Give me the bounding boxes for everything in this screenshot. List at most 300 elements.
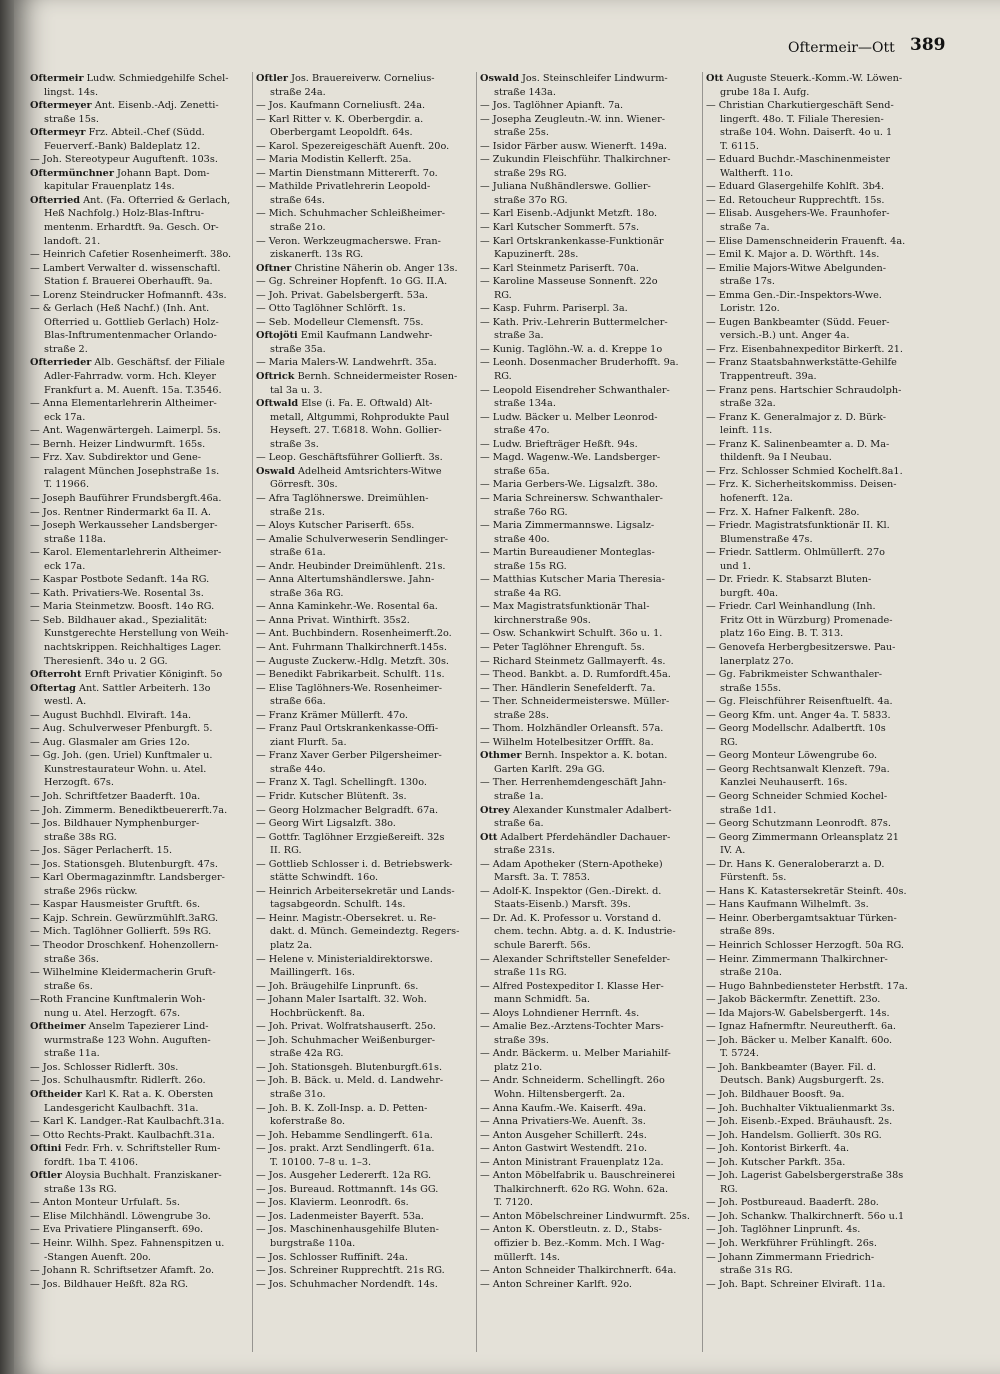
directory-line: — Aug. Glasmaler am Gries 12o. bbox=[30, 736, 190, 748]
directory-line: — Emil K. Major a. D. Wörthft. 14s. bbox=[706, 249, 880, 261]
directory-line: — Franz X. Tagl. Schellingft. 130o. bbox=[256, 777, 427, 789]
directory-line: Heyseft. 27. T.6818. Wohn. Gollier- bbox=[270, 425, 442, 437]
directory-line: — Leonh. Dosenmacher Bruderhofft. 9a. bbox=[480, 357, 679, 369]
directory-line: mann Schmidft. 5a. bbox=[494, 994, 590, 1006]
directory-line: — Anton Möbelschreiner Lindwurmft. 25s. bbox=[480, 1210, 690, 1222]
directory-line: schule Barerft. 56s. bbox=[494, 940, 591, 951]
directory-line: westl. A. bbox=[44, 696, 87, 708]
directory-line: — Gg. Schreiner Hopfenft. 1o GG. II.A. bbox=[256, 276, 448, 288]
directory-line: — Jos. Stationsgeh. Blutenburgft. 47s. bbox=[30, 858, 218, 870]
directory-line: — Lambert Verwalter d. wissenschaftl. bbox=[30, 262, 221, 274]
directory-line: tagsabgeordn. Schulft. 14s. bbox=[270, 899, 406, 911]
directory-line: — Joh. Schuhmacher Weißenburger- bbox=[256, 1034, 436, 1046]
directory-line: — Frz. Schlosser Schmied Kochelft.8a1. bbox=[706, 465, 903, 477]
surname-heading: Oftini bbox=[30, 1143, 62, 1155]
directory-line: straße 21o. bbox=[270, 222, 326, 234]
directory-line: — Amalie Schulverweserin Sendlinger- bbox=[256, 533, 449, 545]
directory-line: — Joh. Kontorist Birkerft. 4a. bbox=[706, 1143, 850, 1155]
directory-line: eck 17a. bbox=[44, 560, 86, 572]
directory-line: T. 7120. bbox=[494, 1197, 533, 1209]
directory-line: — Anton Monteur Urfulaft. 5s. bbox=[30, 1197, 180, 1209]
directory-line: — Eduard Buchdr.-Maschinenmeister bbox=[706, 154, 890, 166]
directory-line: — Leop. Geschäftsführer Gollierft. 3s. bbox=[256, 452, 443, 464]
surname-heading: Oftwald bbox=[256, 398, 299, 410]
directory-line: Garten Karlft. 29a GG. bbox=[494, 763, 605, 775]
directory-line: lingerft. 48o. T. Filiale Theresien- bbox=[720, 113, 884, 125]
surname-heading: Oswald bbox=[480, 73, 519, 84]
directory-line: — Jos. Kaufmann Corneliusft. 24a. bbox=[256, 100, 426, 112]
directory-line: — Ant. Fuhrmann Thalkirchnerft.145s. bbox=[256, 641, 447, 653]
directory-line: — Kaspar Hausmeister Gruftft. 6s. bbox=[30, 899, 201, 911]
directory-line: fordft. 1ba T. 4106. bbox=[44, 1156, 139, 1168]
directory-line: platz 16o Eing. B. T. 313. bbox=[720, 628, 844, 640]
directory-column-3 bbox=[480, 72, 708, 1352]
directory-line: — Jos. Bildhauer Heßft. 82a RG. bbox=[30, 1278, 189, 1290]
directory-line: straße 17s. bbox=[720, 276, 775, 288]
directory-line: — Mich. Schuhmacher Schleißheimer- bbox=[256, 208, 446, 220]
directory-line: — Ignaz Hafnermftr. Neureutherft. 6a. bbox=[706, 1021, 896, 1033]
directory-line: — Joh. Privat. Gabelsbergerft. 53a. bbox=[256, 289, 428, 301]
directory-line: Oftermeir Ludw. Schmiedgehilfe Schel- bbox=[30, 73, 229, 84]
directory-line: — August Buchhdl. Elviraft. 14a. bbox=[30, 709, 192, 721]
directory-line: grube 18a I. Aufg. bbox=[720, 86, 810, 98]
directory-line: — & Gerlach (Heß Nachf.) (Inh. Ant. bbox=[30, 303, 210, 315]
directory-line: Ofterrieder Alb. Geschäftsf. der Filiale bbox=[30, 357, 225, 369]
directory-line: — Ludw. Briefträger Heßft. 94s. bbox=[480, 438, 638, 450]
directory-line: — Afra Taglöhnerswe. Dreimühlen- bbox=[256, 492, 429, 504]
directory-line: straße 3s. bbox=[270, 438, 319, 450]
surname-heading: Oftler bbox=[30, 1170, 63, 1182]
directory-line: — Anna Kaminkehr.-We. Rosental 6a. bbox=[256, 601, 438, 613]
directory-line: Oftini Fedr. Frh. v. Schriftsteller Rum- bbox=[30, 1143, 221, 1155]
directory-line: — Mathilde Privatlehrerin Leopold- bbox=[256, 181, 431, 193]
directory-line: — Genovefa Herbergbesitzerswe. Pau- bbox=[706, 641, 896, 653]
directory-line: straße 24a. bbox=[270, 86, 326, 98]
directory-line: — Georg Schutzmann Leonrodft. 87s. bbox=[706, 818, 891, 830]
directory-line: Oftrick Bernh. Schneidermeister Rosen- bbox=[256, 371, 458, 383]
directory-line: — Peter Taglöhner Ehrenguft. 5s. bbox=[480, 641, 645, 653]
directory-line: straße 47o. bbox=[494, 425, 550, 437]
directory-line: — Georg Monteur Löwengrube 6o. bbox=[706, 750, 878, 762]
directory-line: straße 37o RG. bbox=[494, 194, 568, 206]
directory-line: — Joseph Bauführer Frundsbergft.46a. bbox=[30, 492, 222, 504]
directory-line: stätte Schwindft. 16o. bbox=[270, 872, 379, 884]
directory-line: Oftertag Ant. Sattler Arbeiterh. 13o bbox=[30, 682, 211, 694]
directory-line: — Dr. Ad. K. Professor u. Vorstand d. bbox=[480, 912, 662, 924]
directory-line: — Kath. Privatiers-We. Rosental 3s. bbox=[30, 587, 204, 599]
directory-line: — Karl Obermagazinmftr. Landsberger- bbox=[30, 872, 225, 884]
directory-line: Oftheider Karl K. Rat a. K. Obersten bbox=[30, 1089, 214, 1101]
directory-line: — Karl Ritter v. K. Oberbergdir. a. bbox=[256, 113, 424, 125]
surname-heading: Ott bbox=[706, 73, 724, 84]
directory-line: — Karoline Masseuse Sonnenft. 22o bbox=[480, 276, 658, 288]
directory-line: — Anton Schneider Thalkirchnerft. 64a. bbox=[480, 1265, 677, 1277]
directory-line: — Ludw. Bäcker u. Melber Leonrod- bbox=[480, 411, 658, 423]
directory-line: Wohn. Hiltensbergerft. 2a. bbox=[494, 1089, 626, 1101]
directory-line: — Dr. Friedr. K. Stabsarzt Bluten- bbox=[706, 574, 872, 586]
page-number: 389 bbox=[910, 35, 946, 55]
directory-line: Oftler Jos. Brauereiverw. Cornelius- bbox=[256, 73, 435, 84]
directory-line: nung u. Atel. Herzogft. 67s. bbox=[44, 1007, 181, 1019]
directory-line: offizier b. Bez.-Komm. Mch. I Wag- bbox=[494, 1238, 665, 1250]
surname-heading: Oftojöti bbox=[256, 330, 298, 342]
directory-line: — Frz. X. Hafner Falkenft. 28o. bbox=[706, 506, 860, 518]
directory-line: -Stangen Auenft. 20o. bbox=[44, 1251, 151, 1263]
directory-line: — Anna Kaufm.-We. Kaiserft. 49a. bbox=[480, 1102, 647, 1114]
directory-line: — Karl Kutscher Sommerft. 57s. bbox=[480, 222, 640, 234]
directory-line: straße 11s RG. bbox=[494, 967, 567, 979]
directory-line: — Gg. Fabrikmeister Schwanthaler- bbox=[706, 669, 883, 681]
directory-line: Fritz Ott in Würzburg) Promenade- bbox=[720, 614, 893, 626]
surname-heading: Oftermeyr bbox=[30, 127, 86, 139]
directory-line: — Anton Ausgeher Schillerft. 24s. bbox=[480, 1129, 647, 1141]
directory-line: — Joh. Handelsm. Gollierft. 30s RG. bbox=[706, 1129, 882, 1141]
surname-heading: Oftermeyer bbox=[30, 100, 92, 112]
directory-line: straße 38s RG. bbox=[44, 831, 117, 843]
directory-line: —Roth Francine Kunftmalerin Woh- bbox=[30, 994, 206, 1006]
directory-line: — Andr. Schneiderm. Schellingft. 26o bbox=[480, 1075, 665, 1087]
directory-line: — Heinrich Cafetier Rosenheimerft. 38o. bbox=[30, 249, 232, 261]
directory-line: Oswald Adelheid Amtsrichters-Witwe bbox=[256, 465, 442, 477]
directory-line: — Georg Holzmacher Belgradft. 67a. bbox=[256, 804, 439, 816]
directory-line: — Franz Staatsbahnwerkstätte-Gehilfe bbox=[706, 357, 897, 369]
directory-line: straße 4a RG. bbox=[494, 587, 562, 599]
surname-heading: Otrey bbox=[480, 804, 510, 816]
directory-line: straße 6a. bbox=[494, 818, 544, 830]
directory-line: T. 5724. bbox=[720, 1048, 759, 1060]
directory-line: straße 36a RG. bbox=[270, 587, 344, 599]
directory-line: Kanzlei Neuhauserft. 16s. bbox=[720, 777, 848, 789]
directory-line: Oftheimer Anselm Tapezierer Lind- bbox=[30, 1021, 209, 1033]
directory-line: — Joh. Eisenb.-Exped. Bräuhausft. 2s. bbox=[706, 1116, 893, 1128]
column-divider bbox=[702, 72, 703, 1352]
directory-line: straße 25s. bbox=[494, 127, 549, 139]
directory-line: — Heinrich Arbeitersekretär und Lands- bbox=[256, 885, 455, 897]
surname-heading: Ott bbox=[480, 831, 498, 843]
surname-heading: Oftheider bbox=[30, 1089, 83, 1101]
directory-line: — Elise Taglöhners-We. Rosenheimer- bbox=[256, 682, 443, 694]
directory-line: Oftermeyr Frz. Abteil.-Chef (Südd. bbox=[30, 127, 205, 139]
directory-line: — Joh. Bräugehilfe Linprunft. 6s. bbox=[256, 980, 419, 992]
directory-line: — Georg Schneider Schmied Kochel- bbox=[706, 790, 888, 802]
directory-line: straße 231s. bbox=[494, 845, 556, 857]
directory-line: — Karol. Spezereigeschäft Auenft. 20o. bbox=[256, 140, 450, 152]
directory-line: thildenft. 9a I Neubau. bbox=[720, 452, 832, 464]
column-divider bbox=[476, 72, 477, 1352]
directory-line: — Jos. Schreiner Rupprechtft. 21s RG. bbox=[256, 1265, 445, 1277]
directory-line: — Otto Taglöhner Schlörft. 1s. bbox=[256, 303, 406, 315]
directory-line: Oberbergamt Leopoldft. 64s. bbox=[270, 127, 413, 139]
directory-line: — Aloys Kutscher Pariserft. 65s. bbox=[256, 520, 415, 532]
directory-line: — Joh. Bäcker u. Melber Kanalft. 60o. bbox=[706, 1034, 893, 1046]
directory-line: — Jos. prakt. Arzt Sendlingerft. 61a. bbox=[256, 1143, 435, 1155]
directory-line: — Bernh. Heizer Lindwurmft. 165s. bbox=[30, 438, 206, 450]
directory-line: Marsft. 3a. T. 7853. bbox=[494, 872, 590, 884]
directory-line: — Gottlieb Schlosser i. d. Betriebswerk- bbox=[256, 858, 453, 870]
directory-line: hofenerft. 12a. bbox=[720, 492, 793, 504]
directory-line: — Eugen Bankbeamter (Südd. Feuer- bbox=[706, 316, 890, 328]
directory-line: — Alfred Postexpeditor I. Klasse Her- bbox=[480, 980, 664, 992]
directory-column-2 bbox=[256, 72, 484, 1352]
directory-line: Staats-Eisenb.) Marsft. 39s. bbox=[494, 899, 631, 911]
directory-line: straße 210a. bbox=[720, 967, 782, 979]
directory-line: — Ant. Buchbindern. Rosenheimerft.2o. bbox=[256, 628, 452, 640]
directory-line: — Heinrich Schlosser Herzogft. 50a RG. bbox=[706, 940, 904, 951]
directory-line: — Eva Privatiere Plinganserft. 69o. bbox=[30, 1224, 204, 1236]
directory-line: straße 143a. bbox=[494, 86, 556, 98]
directory-line: — Joh. Taglöhner Linprunft. 4s. bbox=[706, 1224, 861, 1236]
directory-line: — Matthias Kutscher Maria Theresia- bbox=[480, 574, 665, 586]
directory-line: — Heinr. Zimmermann Thalkirchner- bbox=[706, 953, 888, 965]
directory-line: — Georg Zimmermann Orleansplatz 21 bbox=[706, 831, 899, 843]
directory-line: — Joh. Schankw. Thalkirchnerft. 56o u.1 bbox=[706, 1210, 905, 1222]
directory-line: platz 2a. bbox=[270, 940, 313, 951]
directory-line: straße 36s. bbox=[44, 953, 99, 965]
directory-line: Blumenstraße 47s. bbox=[720, 533, 813, 545]
directory-line: leinft. 11s. bbox=[720, 425, 773, 437]
directory-line: — Ther. Herrenhemdengeschäft Jahn- bbox=[480, 777, 666, 789]
directory-line: — Johann Maler Isartalft. 32. Woh. bbox=[256, 994, 427, 1006]
directory-line: — Georg Modellschr. Adalbertft. 10s bbox=[706, 723, 886, 735]
surname-heading: Ofterrieder bbox=[30, 357, 92, 369]
directory-line: dakt. d. Münch. Gemeindeztg. Regers- bbox=[270, 926, 460, 938]
directory-line: — Joh. Bildhauer Boosft. 9a. bbox=[706, 1089, 845, 1101]
directory-line: — Wilhelmine Kleidermacherin Gruft- bbox=[30, 967, 216, 979]
directory-line: kapitular Frauenplatz 14s. bbox=[44, 181, 175, 193]
directory-line: müllerft. 14s. bbox=[494, 1251, 561, 1263]
directory-line: straße 40o. bbox=[494, 533, 550, 545]
directory-line: — Juliana Nußhändlerswe. Gollier- bbox=[480, 181, 651, 193]
directory-line: Othmer Bernh. Inspektor a. K. botan. bbox=[480, 750, 668, 762]
directory-line: — Veron. Werkzeugmacherswe. Fran- bbox=[256, 235, 441, 247]
directory-line: — Jos. Klavierm. Leonrodft. 6s. bbox=[256, 1197, 409, 1209]
directory-line: RG. bbox=[494, 371, 512, 383]
directory-line: — Anna Elementarlehrerin Altheimer- bbox=[30, 398, 217, 410]
directory-line: — Jos. Schlosser Ruffinift. 24a. bbox=[256, 1251, 408, 1263]
directory-line: — Anna Privatiers-We. Auenft. 3s. bbox=[480, 1116, 646, 1128]
surname-heading: Oftheimer bbox=[30, 1021, 86, 1033]
directory-line: — Jos. Ausgeher Ledererft. 12a RG. bbox=[256, 1170, 432, 1182]
directory-line: Trappentreuft. 39a. bbox=[720, 371, 817, 383]
surname-heading: Othmer bbox=[480, 750, 522, 762]
directory-line: straße 15s RG. bbox=[494, 560, 567, 572]
directory-line: mentenm. Erhardtft. 9a. Gesch. Or- bbox=[44, 222, 219, 234]
directory-line: straße 2. bbox=[44, 343, 88, 355]
directory-line: straße 66a. bbox=[270, 696, 326, 708]
directory-line: — Anna Privat. Winthirft. 35s2. bbox=[256, 614, 410, 626]
directory-line: straße 61a. bbox=[270, 547, 326, 559]
directory-line: straße 118a. bbox=[44, 533, 106, 545]
directory-line: — Magd. Wagenw.-We. Landsberger- bbox=[480, 452, 661, 464]
directory-line: — Emma Gen.-Dir.-Inspektors-Wwe. bbox=[706, 289, 882, 301]
directory-line: Ofterried u. Gottlieb Gerlach) Holz- bbox=[44, 316, 219, 328]
directory-line: — Thom. Holzhändler Orleansft. 57a. bbox=[480, 723, 664, 735]
directory-line: — Ed. Retoucheur Rupprechtft. 15s. bbox=[706, 194, 885, 206]
directory-line: — Osw. Schankwirt Schulft. 36o u. 1. bbox=[480, 628, 663, 640]
page-header bbox=[788, 35, 946, 56]
directory-line: — Joh. Werkführer Frühlingft. 26s. bbox=[706, 1238, 877, 1250]
directory-line: — Johann R. Schriftsetzer Afamft. 2o. bbox=[30, 1265, 215, 1277]
directory-line: RG. bbox=[720, 1183, 738, 1195]
directory-line: — Kunig. Taglöhn.-W. a. d. Kreppe 1o bbox=[480, 343, 663, 355]
directory-line: RG. bbox=[494, 289, 512, 301]
directory-line: — Maria Malers-W. Landwehrft. 35a. bbox=[256, 357, 437, 369]
directory-line: — Anton Gastwirt Westendft. 21o. bbox=[480, 1143, 648, 1155]
directory-line: — Leopold Eisendreher Schwanthaler- bbox=[480, 384, 670, 396]
directory-line: T. 6115. bbox=[720, 140, 759, 152]
directory-line: — Isidor Färber ausw. Wienerft. 149a. bbox=[480, 140, 668, 152]
directory-line: — Karl Steinmetz Pariserft. 70a. bbox=[480, 262, 639, 274]
directory-column-4 bbox=[706, 72, 934, 1352]
directory-line: — Elisab. Ausgehers-We. Fraunhofer- bbox=[706, 208, 890, 220]
directory-line: — Heinr. Wilhh. Spez. Fahnenspitzen u. bbox=[30, 1238, 225, 1250]
directory-line: — Elise Milchhändl. Löwengrube 3o. bbox=[30, 1210, 211, 1222]
directory-line: — Ant. Wagenwärtergeh. Laimerpl. 5s. bbox=[30, 425, 221, 437]
directory-line: — Ther. Schneidermeisterswe. Müller- bbox=[480, 696, 670, 708]
directory-line: — Jos. Schuhmacher Nordendft. 14s. bbox=[256, 1278, 438, 1290]
directory-line: — Jos. Schlosser Ridlerft. 30s. bbox=[30, 1061, 179, 1073]
directory-line: straße 42a RG. bbox=[270, 1048, 344, 1060]
directory-line: — Frz. Eisenbahnexpeditor Birkerft. 21. bbox=[706, 343, 903, 355]
directory-line: — Josepha Zeugleutn.-W. inn. Wiener- bbox=[480, 113, 666, 125]
directory-line: ziant Flurft. 5a. bbox=[270, 736, 347, 748]
directory-line: — Jos. Rentner Rindermarkt 6a II. A. bbox=[30, 506, 211, 518]
directory-line: — Kasp. Fuhrm. Pariserpl. 3a. bbox=[480, 303, 628, 315]
directory-line: II. RG. bbox=[270, 845, 302, 857]
directory-line: — Franz Paul Ortskrankenkasse-Offi- bbox=[256, 723, 439, 735]
directory-line: — Maria Zimmermannswe. Ligsalz- bbox=[480, 520, 655, 532]
directory-line: — Jos. Schulhausmftr. Ridlerft. 26o. bbox=[30, 1075, 206, 1087]
directory-line: — Franz Krämer Müllerft. 47o. bbox=[256, 709, 409, 721]
directory-line: — Andr. Heubinder Dreimühlenft. 21s. bbox=[256, 560, 446, 572]
directory-line: — Elise Damenschneiderin Frauenft. 4a. bbox=[706, 235, 906, 247]
directory-line: eck 17a. bbox=[44, 411, 86, 423]
surname-heading: Oftler bbox=[256, 73, 289, 84]
directory-line: Otrey Alexander Kunstmaler Adalbert- bbox=[480, 804, 672, 816]
directory-line: straße 21s. bbox=[270, 506, 325, 518]
directory-line: straße 134a. bbox=[494, 398, 556, 410]
directory-line: Oftwald Else (i. Fa. E. Oftwald) Alt- bbox=[256, 398, 433, 410]
directory-line: — Gg. Joh. (gen. Uriel) Kunftmaler u. bbox=[30, 750, 213, 762]
directory-line: Theresienft. 34o u. 2 GG. bbox=[44, 655, 168, 667]
directory-line: — Karl K. Landger.-Rat Kaulbachft.31a. bbox=[30, 1116, 225, 1128]
directory-line: Fürstenft. 5s. bbox=[720, 872, 787, 884]
directory-line: ralagent München Josephstraße 1s. bbox=[44, 465, 220, 477]
directory-line: — Frz. K. Sicherheitskommiss. Deisen- bbox=[706, 479, 897, 491]
directory-line: — Ther. Händlerin Senefelderft. 7a. bbox=[480, 682, 656, 694]
directory-line: kirchnerstraße 90s. bbox=[494, 614, 591, 626]
directory-line: Ofterroht Ernft Privatier Königinft. 5o bbox=[30, 669, 223, 681]
directory-line: straße 32a. bbox=[720, 398, 776, 410]
directory-line: — Karol. Elementarlehrerin Altheimer- bbox=[30, 547, 222, 559]
directory-line: — Jos. Bildhauer Nymphenburger- bbox=[30, 818, 200, 830]
directory-line: — Maria Steinmetzw. Boosft. 14o RG. bbox=[30, 601, 215, 613]
directory-line: — Helene v. Ministerialdirektorswe. bbox=[256, 953, 433, 965]
directory-line: — Joh. Hebamme Sendlingerft. 61a. bbox=[256, 1129, 433, 1141]
directory-line: — Anna Altertumshändlerswe. Jahn- bbox=[256, 574, 435, 586]
directory-line: — Joh. Bankbeamter (Bayer. Fil. d. bbox=[706, 1061, 877, 1073]
directory-line: straße 155s. bbox=[720, 682, 782, 694]
directory-line: — Zukundin Fleischführ. Thalkirchner- bbox=[480, 154, 671, 166]
directory-line: — Karl Eisenb.-Adjunkt Metzft. 18o. bbox=[480, 208, 658, 220]
directory-line: — Franz Xaver Gerber Pilgersheimer- bbox=[256, 750, 442, 762]
directory-line: T. 11966. bbox=[44, 479, 90, 491]
directory-line: — Joh. Postbureaud. Baaderft. 28o. bbox=[706, 1197, 879, 1209]
directory-line: — Theodor Droschkenf. Hohenzollern- bbox=[30, 940, 219, 951]
directory-line: Ott Adalbert Pferdehändler Dachauer- bbox=[480, 831, 671, 843]
directory-line: straße 296s rückw. bbox=[44, 885, 138, 897]
surname-heading: Oftermeir bbox=[30, 73, 84, 84]
directory-line: — Adolf-K. Inspektor (Gen.-Direkt. d. bbox=[480, 885, 662, 897]
directory-line: straße 76o RG. bbox=[494, 506, 568, 518]
directory-line: — Hugo Bahnbediensteter Herbstft. 17a. bbox=[706, 980, 908, 992]
directory-line: — Joh. B. Bäck. u. Meld. d. Landwehr- bbox=[256, 1075, 444, 1087]
directory-line: straße 6s. bbox=[44, 980, 93, 992]
directory-line: — Hans K. Katastersekretär Steinft. 40s. bbox=[706, 885, 907, 897]
directory-line: straße 89s. bbox=[720, 926, 775, 938]
directory-line: — Seb. Modelleur Clemensft. 75s. bbox=[256, 316, 424, 328]
directory-line: straße 13s RG. bbox=[44, 1183, 117, 1195]
directory-line: — Franz pens. Hartschier Schraudolph- bbox=[706, 384, 902, 396]
directory-line: straße 1a. bbox=[494, 790, 544, 802]
directory-line: Maillingerft. 16s. bbox=[270, 967, 355, 979]
directory-line: — Kaspar Postbote Sedanft. 14a RG. bbox=[30, 574, 210, 586]
directory-line: — Friedr. Carl Weinhandlung (Inh. bbox=[706, 601, 876, 613]
directory-line: straße 64s. bbox=[270, 194, 325, 206]
directory-line: Oftner Christine Näherin ob. Anger 13s. bbox=[256, 262, 458, 274]
directory-line: straße 15s. bbox=[44, 113, 99, 125]
directory-line: Deutsch. Bank) Augsburgerft. 2s. bbox=[720, 1075, 885, 1087]
surname-heading: Oftermünchner bbox=[30, 167, 114, 179]
surname-heading: Oftertag bbox=[30, 682, 76, 694]
directory-line: — Joh. B. K. Zoll-Insp. a. D. Petten- bbox=[256, 1102, 428, 1114]
directory-line: lanerplatz 27o. bbox=[720, 655, 794, 667]
surname-heading: Oswald bbox=[256, 465, 295, 477]
directory-line: — Amalie Bez.-Arztens-Tochter Mars- bbox=[480, 1021, 664, 1033]
directory-line: — Martin Bureaudiener Monteglas- bbox=[480, 547, 655, 559]
directory-line: lingst. 14s. bbox=[44, 86, 99, 98]
directory-line: — Dr. Hans K. Generaloberarzt a. D. bbox=[706, 858, 885, 870]
directory-line: — Emilie Majors-Witwe Abelgunden- bbox=[706, 262, 887, 274]
directory-line: Oftermeyer Ant. Eisenb.-Adj. Zenetti- bbox=[30, 100, 219, 112]
directory-line: — Joh. Bapt. Schreiner Elviraft. 11a. bbox=[706, 1278, 886, 1290]
directory-line: burgstraße 110a. bbox=[270, 1238, 356, 1250]
directory-line: — Joh. Kutscher Parkft. 35a. bbox=[706, 1156, 846, 1168]
directory-line: — Joh. Zimmerm. Benediktbeuererft.7a. bbox=[30, 804, 228, 816]
directory-line: Oftermünchner Johann Bapt. Dom- bbox=[30, 167, 210, 179]
directory-line: — Franz K. Generalmajor z. D. Bürk- bbox=[706, 411, 886, 423]
directory-line: straße 65a. bbox=[494, 465, 550, 477]
column-divider bbox=[252, 72, 253, 1352]
directory-line: Feuerverf.-Bank) Baldeplatz 12. bbox=[44, 140, 201, 152]
directory-line: chem. techn. Abtg. a. d. K. Industrie- bbox=[494, 926, 676, 938]
directory-line: — Jos. Ladenmeister Bayerft. 53a. bbox=[256, 1210, 424, 1222]
directory-line: koferstraße 8o. bbox=[270, 1116, 346, 1128]
directory-line: — Friedr. Magistratsfunktionär II. Kl. bbox=[706, 520, 890, 532]
directory-line: straße 28s. bbox=[494, 709, 549, 721]
directory-line: — Benedikt Fabrikarbeit. Schulft. 11s. bbox=[256, 669, 445, 681]
directory-line: — Auguste Zuckerw.-Hdlg. Metzft. 30s. bbox=[256, 655, 450, 667]
directory-line: — Hans Kaufmann Wilhelmft. 3s. bbox=[706, 899, 869, 911]
directory-line: — Anton Möbelfabrik u. Bauschreinerei bbox=[480, 1170, 676, 1182]
directory-line: — Richard Steinmetz Gallmayerft. 4s. bbox=[480, 655, 666, 667]
directory-line: IV. A. bbox=[720, 845, 746, 857]
directory-line: — Christian Charkutiergeschäft Send- bbox=[706, 100, 894, 112]
directory-line: — Martin Dienstmann Mittererft. 7o. bbox=[256, 167, 438, 179]
directory-line: straße 104. Wohn. Daiserft. 4o u. 1 bbox=[720, 127, 893, 139]
directory-line: — Anton Schreiner Karlft. 92o. bbox=[480, 1278, 632, 1290]
directory-line: — Heinr. Oberbergamtsaktuar Türken- bbox=[706, 912, 897, 924]
